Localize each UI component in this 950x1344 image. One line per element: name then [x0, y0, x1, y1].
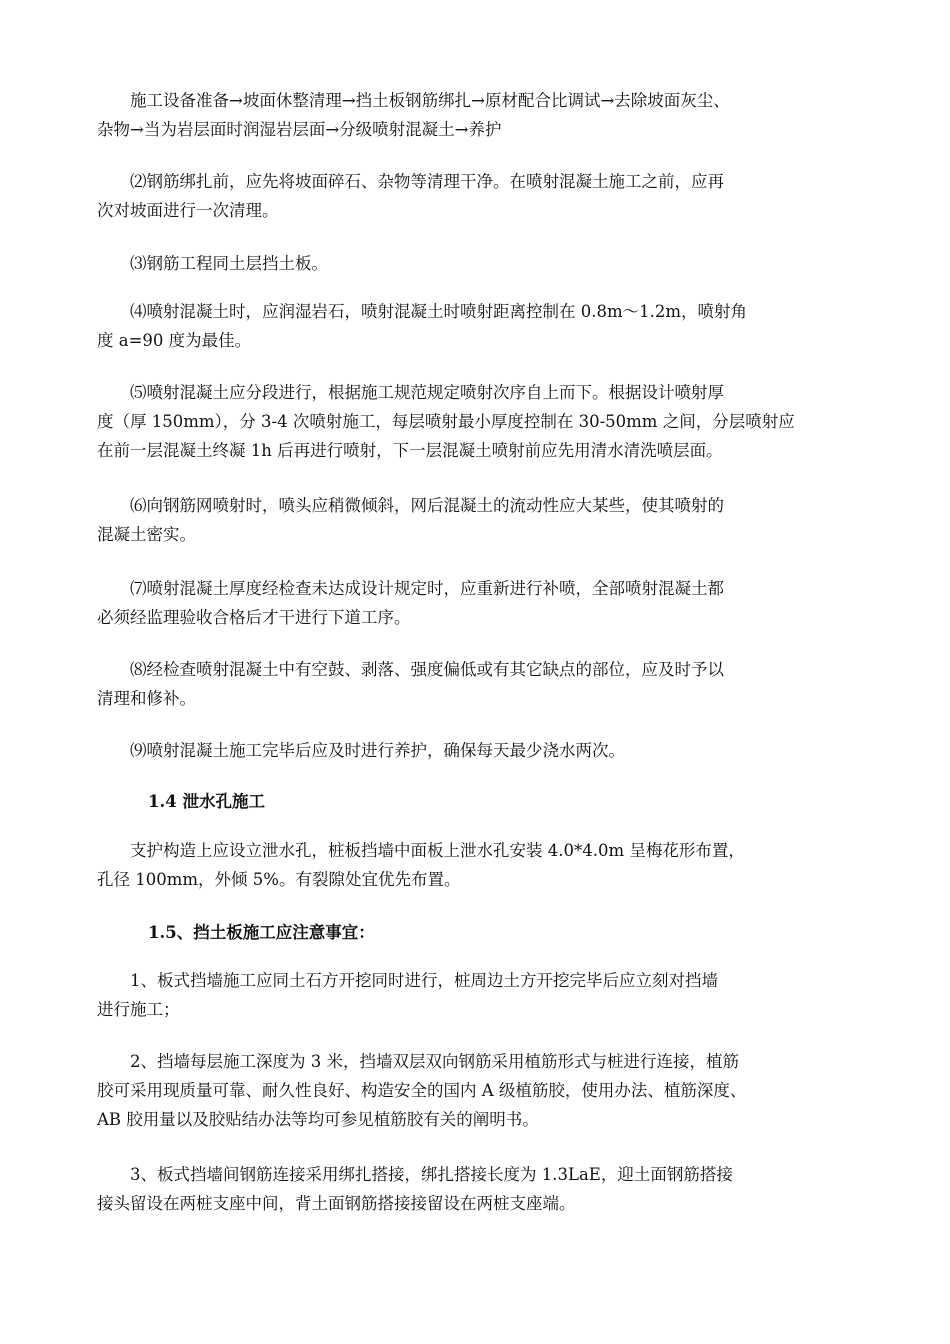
section-heading-1-4: 1.4 泄水孔施工	[148, 792, 265, 811]
text-line: 孔径 100mm，外倾 5%。有裂隙处宜优先布置。	[97, 870, 461, 889]
paragraph-item-3	[97, 249, 867, 278]
paragraph-item-4	[97, 297, 867, 355]
text-line: AB 胶用量以及胶贴结办法等均可参见植筋胶有关的阐明书。	[97, 1110, 539, 1129]
text-line: 进行施工；	[97, 1000, 180, 1019]
paragraph-item-9	[97, 736, 867, 765]
paragraph-item-8	[97, 655, 867, 713]
text-line: ⑸喷射混凝土应分段进行，根据施工规范规定喷射次序自上而下。根据设计喷射厚	[130, 383, 724, 402]
text-line: 2、挡墙每层施工深度为 3 米，挡墙双层双向钢筋采用植筋形式与桩进行连接，植筋	[130, 1052, 739, 1071]
text-line: 在前一层混凝土终凝 1h 后再进行喷射，下一层混凝土喷射前应先用清水清洗喷层面。	[97, 441, 723, 460]
text-line: 3、板式挡墙间钢筋连接采用绑扎搭接，绑扎搭接长度为 1.3LaE，迎土面钢筋搭接	[130, 1165, 733, 1184]
text-line: 清理和修补。	[97, 689, 196, 708]
text-line: 必须经监理验收合格后才干进行下道工序。	[97, 608, 411, 627]
text-line: 胶可采用现质量可靠、耐久性良好、构造安全的国内 A 级植筋胶，使用办法、植筋深度、	[97, 1081, 747, 1100]
text-line: ⑶钢筋工程同土层挡土板。	[130, 254, 328, 273]
text-line: 杂物→当为岩层面时润湿岩层面→分级喷射混凝土→养护	[97, 120, 502, 139]
text-line: ⑹向钢筋网喷射时，喷头应稍微倾斜，网后混凝土的流动性应大某些，使其喷射的	[130, 496, 724, 515]
text-line: ⑷喷射混凝土时，应润湿岩石，喷射混凝土时喷射距离控制在 0.8m～1.2m，喷射角	[130, 302, 748, 321]
text-line: ⑺喷射混凝土厚度经检查未达成设计规定时，应重新进行补喷，全部喷射混凝土都	[130, 579, 724, 598]
list-item-3	[97, 1160, 867, 1218]
text-line: 混凝土密实。	[97, 525, 196, 544]
paragraph-item-2	[97, 167, 867, 225]
paragraph-item-7	[97, 574, 867, 632]
paragraph-item-5	[97, 378, 867, 465]
list-item-1	[97, 966, 867, 1024]
text-line: 度（厚 150mm），分 3-4 次喷射施工，每层喷射最小厚度控制在 30-50mm 之间，分层喷射应	[97, 412, 795, 431]
text-line: 接头留设在两桩支座中间，背土面钢筋搭接接留设在两桩支座端。	[97, 1194, 576, 1213]
paragraph-item-6	[97, 491, 867, 549]
text-line: 次对坡面进行一次清理。	[97, 201, 279, 220]
paragraph-process-flow	[97, 86, 867, 144]
text-line: ⑼喷射混凝土施工完毕后应及时进行养护，确保每天最少浇水两次。	[130, 741, 625, 760]
text-line: 支护构造上应设立泄水孔，桩板挡墙中面板上泄水孔安装 4.0*4.0m 呈梅花形布置，	[130, 841, 745, 860]
text-line: ⑵钢筋绑扎前，应先将坡面碎石、杂物等清理干净。在喷射混凝土施工之前，应再	[130, 172, 724, 191]
paragraph-drain-holes	[97, 836, 867, 894]
text-line: 施工设备准备→坡面休整清理→挡土板钢筋绑扎→原材配合比调试→去除坡面灰尘、	[130, 91, 730, 110]
text-line: 度 a=90 度为最佳。	[97, 331, 252, 350]
text-line: ⑻经检查喷射混凝土中有空鼓、剥落、强度偏低或有其它缺点的部位，应及时予以	[130, 660, 724, 679]
text-line: 1、板式挡墙施工应同土石方开挖同时进行，桩周边土方开挖完毕后应立刻对挡墙	[130, 971, 718, 990]
list-item-2	[97, 1047, 867, 1134]
section-heading-1-5: 1.5、挡土板施工应注意事宜：	[148, 923, 375, 942]
